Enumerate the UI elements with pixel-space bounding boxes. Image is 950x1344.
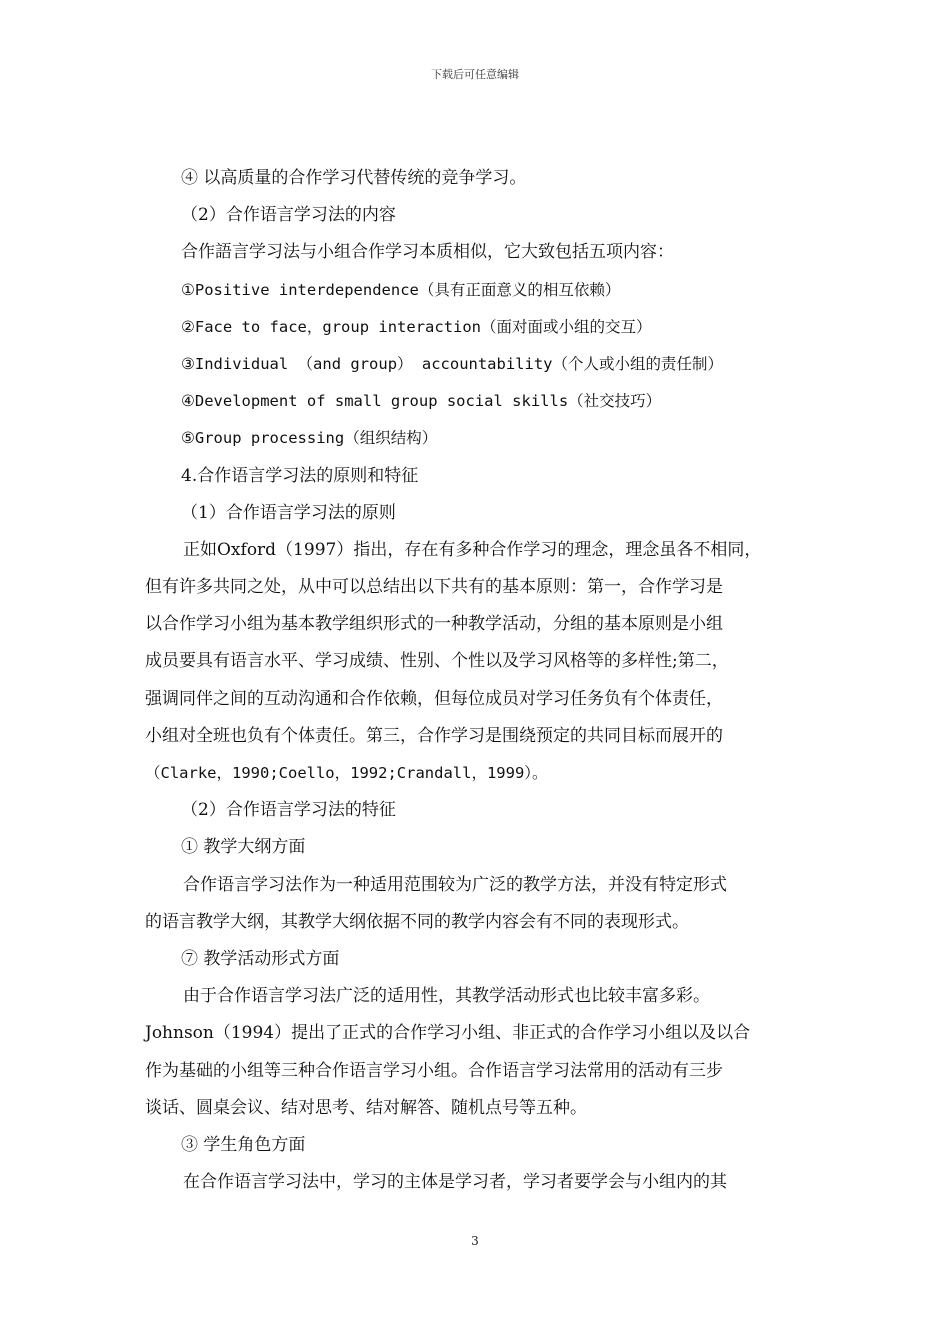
page-header-note: 下载后可任意编辑 bbox=[431, 68, 519, 81]
paragraph-line: 由于合作语言学习法广泛的适用性，其教学活动形式也比较丰富多彩。 bbox=[183, 986, 710, 1007]
text-line: ④ 以高质量的合作学习代替传统的竞争学习。 bbox=[181, 168, 527, 188]
paragraph-line: 但有许多共同之处，从中可以总结出以下共有的基本原则：第一，合作学习是 bbox=[145, 577, 723, 598]
paragraph-line: 谈话、圆桌会议、结对思考、结对解答、随机点号等五种。 bbox=[145, 1097, 587, 1118]
paragraph-line: 小组对全班也负有个体责任。第三，合作学习是围绕预定的共同目标而展开的 bbox=[145, 725, 723, 746]
paragraph-line: 成员要具有语言水平、学习成绩、性别、个性以及学习风格等的多样性;第二， bbox=[145, 651, 729, 672]
list-item: ④Development of small group social skills（社交技巧） bbox=[181, 392, 662, 411]
list-item: ⑤Group processing（组织结构） bbox=[181, 429, 438, 448]
paragraph-line: 以合作学习小组为基本教学组织形式的一种教学活动，分组的基本原则是小组 bbox=[145, 614, 723, 635]
paragraph-line: 强调同伴之间的互动沟通和合作依赖，但每位成员对学习任务负有个体责任， bbox=[145, 688, 723, 709]
list-item: ③Individual （and group） accountability（个人或小组的责任制） bbox=[181, 354, 724, 373]
section-heading: 4.合作语言学习法的原则和特征 bbox=[181, 465, 419, 486]
subsection-heading: ① 教学大纲方面 bbox=[181, 837, 306, 858]
text-line: 合作語言学习法与小组合作学习本质相似，它大致包括五项内容： bbox=[181, 242, 674, 263]
section-heading: （1）合作语言学习法的原则 bbox=[181, 502, 396, 523]
subsection-heading: ⑦ 教学活动形式方面 bbox=[181, 948, 340, 969]
page-number: 3 bbox=[471, 1234, 479, 1248]
paragraph-line: 的语言教学大纲，其教学大纲依据不同的教学内容会有不同的表现形式。 bbox=[145, 911, 689, 932]
paragraph-line: 合作语言学习法作为一种适用范围较为广泛的教学方法，并没有特定形式 bbox=[183, 874, 727, 895]
section-heading: （2）合作语言学习法的内容 bbox=[181, 205, 396, 226]
subsection-heading: ③ 学生角色方面 bbox=[181, 1134, 306, 1155]
section-heading: （2）合作语言学习法的特征 bbox=[181, 800, 396, 821]
paragraph-line: 在合作语言学习法中，学习的主体是学习者，学习者要学会与小组内的其 bbox=[183, 1172, 727, 1193]
paragraph-line: Johnson（1994）提出了正式的合作学习小组、非正式的合作学习小组以及以合 bbox=[145, 1023, 751, 1044]
list-item: ①Positive interdependence（具有正面意义的相互依赖） bbox=[181, 280, 621, 299]
list-item: ②Face to face，group interaction（面对面或小组的交互） bbox=[181, 317, 652, 336]
paragraph-line: 作为基础的小组等三种合作语言学习小组。合作语言学习法常用的活动有三步 bbox=[145, 1060, 723, 1081]
paragraph-line: 正如Oxford（1997）指出，存在有多种合作学习的理念，理念虽各不相同， bbox=[183, 539, 762, 560]
body-text bbox=[145, 160, 815, 1201]
paragraph-line: （Clarke，1990;Coello，1992;Crandall，1999）。 bbox=[145, 764, 548, 782]
